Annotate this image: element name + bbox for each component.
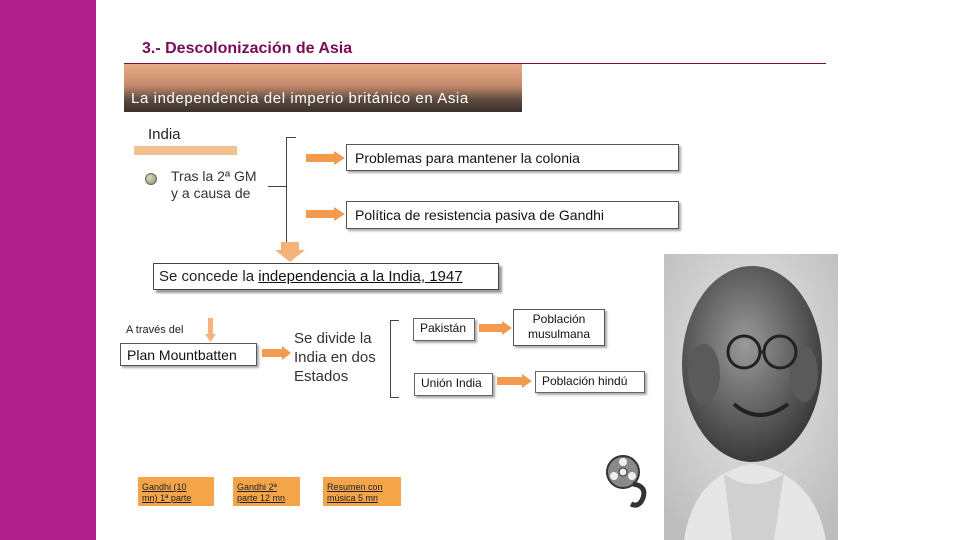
sidebar-band xyxy=(0,0,96,540)
link-line-1: Gandhi (10 xyxy=(142,482,187,492)
bracket-vertical xyxy=(286,137,287,250)
muslim-population-box xyxy=(513,309,605,346)
arrow-right-icon xyxy=(497,374,533,388)
video-link-gandhi-part1[interactable] xyxy=(138,477,214,506)
states-bracket-bottom xyxy=(390,397,399,398)
arrow-right-icon xyxy=(262,346,292,360)
independence-prefix: Se concede la xyxy=(159,268,259,285)
states-bracket-top xyxy=(390,320,399,321)
link-line-2: parte 12 mn xyxy=(237,493,286,503)
divide-text xyxy=(294,329,376,386)
arrow-right-icon xyxy=(306,151,346,165)
divide-line-1: Se divide la xyxy=(294,330,372,347)
arrow-right-icon xyxy=(479,321,513,335)
hindu-population-box: Población hindú xyxy=(535,371,645,393)
pakistan-box: Pakistán xyxy=(413,318,475,341)
arrow-down-icon xyxy=(275,242,305,262)
arrow-down-small-icon xyxy=(205,318,217,342)
link-line-2: música 5 mn xyxy=(327,493,379,503)
video-link-summary[interactable] xyxy=(323,477,401,506)
union-india-box: Unión India xyxy=(414,373,493,396)
atraves-label: A través del xyxy=(126,324,184,336)
problem-box: Problemas para mantener la colonia xyxy=(346,144,679,171)
india-underline-bar xyxy=(134,146,237,155)
tras-line-1: Tras la 2ª GM xyxy=(171,168,257,184)
divide-line-2: India en dos xyxy=(294,349,376,366)
bracket-stub xyxy=(268,186,286,187)
slide-title: 3.- Descolonización de Asia xyxy=(142,40,353,57)
tras-line-2: y a causa de xyxy=(171,185,251,201)
independence-box xyxy=(153,263,499,290)
bullet-icon xyxy=(145,173,157,185)
muslim-line-2: musulmana xyxy=(527,327,591,341)
india-label: India xyxy=(148,126,181,143)
tras-text xyxy=(171,168,257,202)
link-line-1: Resumen con xyxy=(327,482,383,492)
slide-subtitle: La independencia del imperio británico en Asia xyxy=(131,90,469,107)
arrow-right-icon xyxy=(306,207,346,221)
film-reel-icon[interactable] xyxy=(603,454,651,512)
states-bracket-vertical xyxy=(390,320,391,398)
divide-line-3: Estados xyxy=(294,368,349,385)
gandhi-photo xyxy=(664,254,838,540)
link-line-2: mn) 1ª parte xyxy=(142,493,192,503)
video-link-gandhi-part2[interactable] xyxy=(233,477,300,506)
muslim-line-1: Población xyxy=(532,312,586,326)
independence-link[interactable]: independencia a la India, 1947 xyxy=(258,268,463,285)
policy-box: Política de resistencia pasiva de Gandhi xyxy=(346,201,679,229)
plan-mountbatten-box: Plan Mountbatten xyxy=(120,343,257,366)
bracket-top xyxy=(286,137,296,138)
link-line-1: Gandhi 2ª xyxy=(237,482,277,492)
